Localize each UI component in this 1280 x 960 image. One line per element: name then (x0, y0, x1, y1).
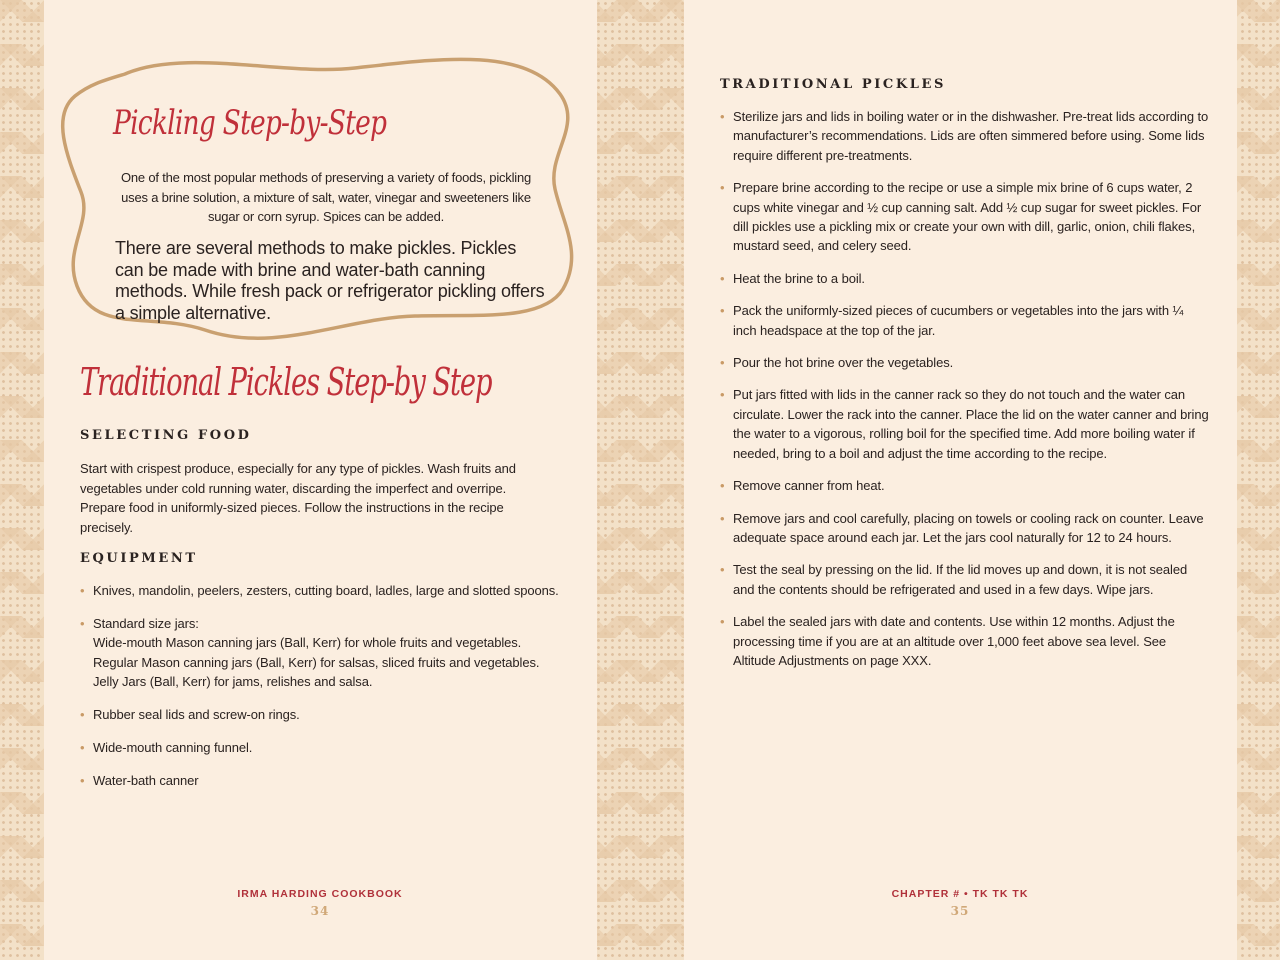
bullet-dot: • (720, 478, 725, 494)
list-item-text: Pack the uniformly-sized pieces of cucumbers or vegetables into the jars with ¼ inch headspace at the top of the jar. (733, 303, 1184, 338)
equipment-heading: EQUIPMENT (80, 551, 198, 566)
list-item (720, 269, 1210, 288)
footer-chapter: CHAPTER # • TK TK TK (891, 888, 1029, 900)
list-item (80, 581, 560, 600)
list-item (720, 178, 1210, 256)
footer-left (170, 888, 470, 918)
bullet-dot: • (720, 387, 725, 403)
list-item (720, 385, 1210, 463)
traditional-pickles-heading: TRADITIONAL PICKLES (720, 77, 946, 92)
bullet-dot: • (720, 109, 725, 124)
bullet-dot: • (720, 270, 725, 286)
list-item-text: Test the seal by pressing on the lid. If the lid moves up and down, it is not sealed and the contents should be refrigerated and used in a few days. Wipe jars. (733, 562, 1188, 597)
list-item-text: Label the sealed jars with date and contents. Use within 12 months. Adjust the processing time if you are at an altitude over 1,000 feet above sea level. See Altitude Adjustments on page XXX. (733, 614, 1175, 668)
bullet-dot: • (720, 562, 725, 578)
panel-body-text: There are several methods to make pickles. Pickles can be made with brine and water-bath canning methods. While fresh pack or refrigerator pickling offers a simple alternative. (115, 238, 545, 323)
list-item-text: Prepare brine according to the recipe or use a simple mix brine of 6 cups water, 2 cups white vinegar and ½ cup canning salt. Add ½ cup sugar for sweet pickles. For dill pickles use a pickling mix or create your own with dill, garlic, onion, chili flakes, mustard seed, and celery seed. (733, 180, 1202, 254)
page-number-left: 34 (310, 904, 330, 918)
bullet-dot: • (80, 615, 85, 631)
list-item-text: Knives, mandolin, peelers, zesters, cutting board, ladles, large and slotted spoons. (93, 583, 559, 598)
list-item-text: Put jars fitted with lids in the canner rack so they do not touch and the water can circulate. Lower the rack into the canner. Place the lid on the water canner and bring the water to a vigorous, rolling boil for the specified time. Add more boiling water if needed, bring to a boil and adjust the time according to the recipe. (733, 387, 1209, 461)
list-item-text: Wide-mouth canning funnel. (93, 739, 253, 755)
list-item (720, 353, 1210, 372)
list-item (80, 771, 560, 790)
bullet-dot: • (720, 303, 725, 319)
procedure-list (720, 107, 1210, 670)
list-item-text: Heat the brine to a boil. (733, 270, 865, 286)
list-item-text: Remove canner from heat. (733, 478, 885, 494)
list-item (720, 301, 1210, 340)
list-item-text: Sterilize jars and lids in boiling water or in the dishwasher. Pre-treat lids according to manufacturer’s recommendations. Lids are often simmered before using. Some lids require different pre-treatments. (733, 109, 1209, 163)
list-item (720, 107, 1210, 165)
bullet-dot: • (80, 583, 85, 598)
list-item (80, 614, 560, 692)
panel-title: Pickling Step-by-Step (113, 103, 387, 143)
list-item-text: Standard size jars: (93, 615, 199, 631)
list-item-text: Pour the hot brine over the vegetables. (733, 355, 954, 371)
bullet-dot: • (720, 355, 725, 371)
list-item-text: Regular Mason canning jars (Ball, Kerr) for salsas, sliced fruits and vegetables. (93, 654, 540, 670)
list-item-text: Rubber seal lids and screw-on rings. (93, 707, 300, 723)
list-item (720, 476, 1210, 495)
page-number-right: 35 (950, 904, 970, 918)
list-item (80, 738, 560, 757)
list-item-text: Wide-mouth Mason canning jars (Ball, Kerr) for whole fruits and vegetables. (93, 635, 522, 651)
footer-right (810, 888, 1110, 918)
list-item (80, 705, 560, 724)
selecting-food-heading: SELECTING FOOD (80, 428, 252, 443)
list-item-text: Remove jars and cool carefully, placing on towels or cooling rack on counter. Leave adequate space around each jar. Let the jars cool naturally for 12 to 24 hours. (733, 510, 1204, 545)
bullet-dot: • (80, 772, 85, 788)
bullet-dot: • (720, 614, 725, 630)
selecting-food-text: Start with crispest produce, especially for any type of pickles. Wash fruits and vegetables under cold running water, discarding the imperfect and overripe. Prepare food in uniformly-sized pieces. Follow the instructions in the recipe precisely. (80, 461, 516, 535)
list-item-text: Water-bath canner (93, 772, 199, 788)
equipment-list (80, 581, 560, 790)
bullet-dot: • (80, 739, 85, 755)
bullet-dot: • (720, 510, 725, 526)
bullet-dot: • (80, 707, 85, 723)
bullet-dot: • (720, 180, 725, 196)
panel-intro-text: One of the most popular methods of preserving a variety of foods, pickling uses a brine solution, a mixture of salt, water, vinegar and sweeteners like sugar or corn syrup. Spices can be added. (120, 170, 532, 224)
footer-book-title: IRMA HARDING COOKBOOK (237, 888, 403, 900)
list-item (720, 509, 1210, 548)
list-item (720, 612, 1210, 670)
script-heading: Traditional Pickles Step-by Step (80, 360, 492, 404)
list-item (720, 560, 1210, 599)
list-item-text: Jelly Jars (Ball, Kerr) for jams, relishes and salsa. (93, 674, 373, 690)
